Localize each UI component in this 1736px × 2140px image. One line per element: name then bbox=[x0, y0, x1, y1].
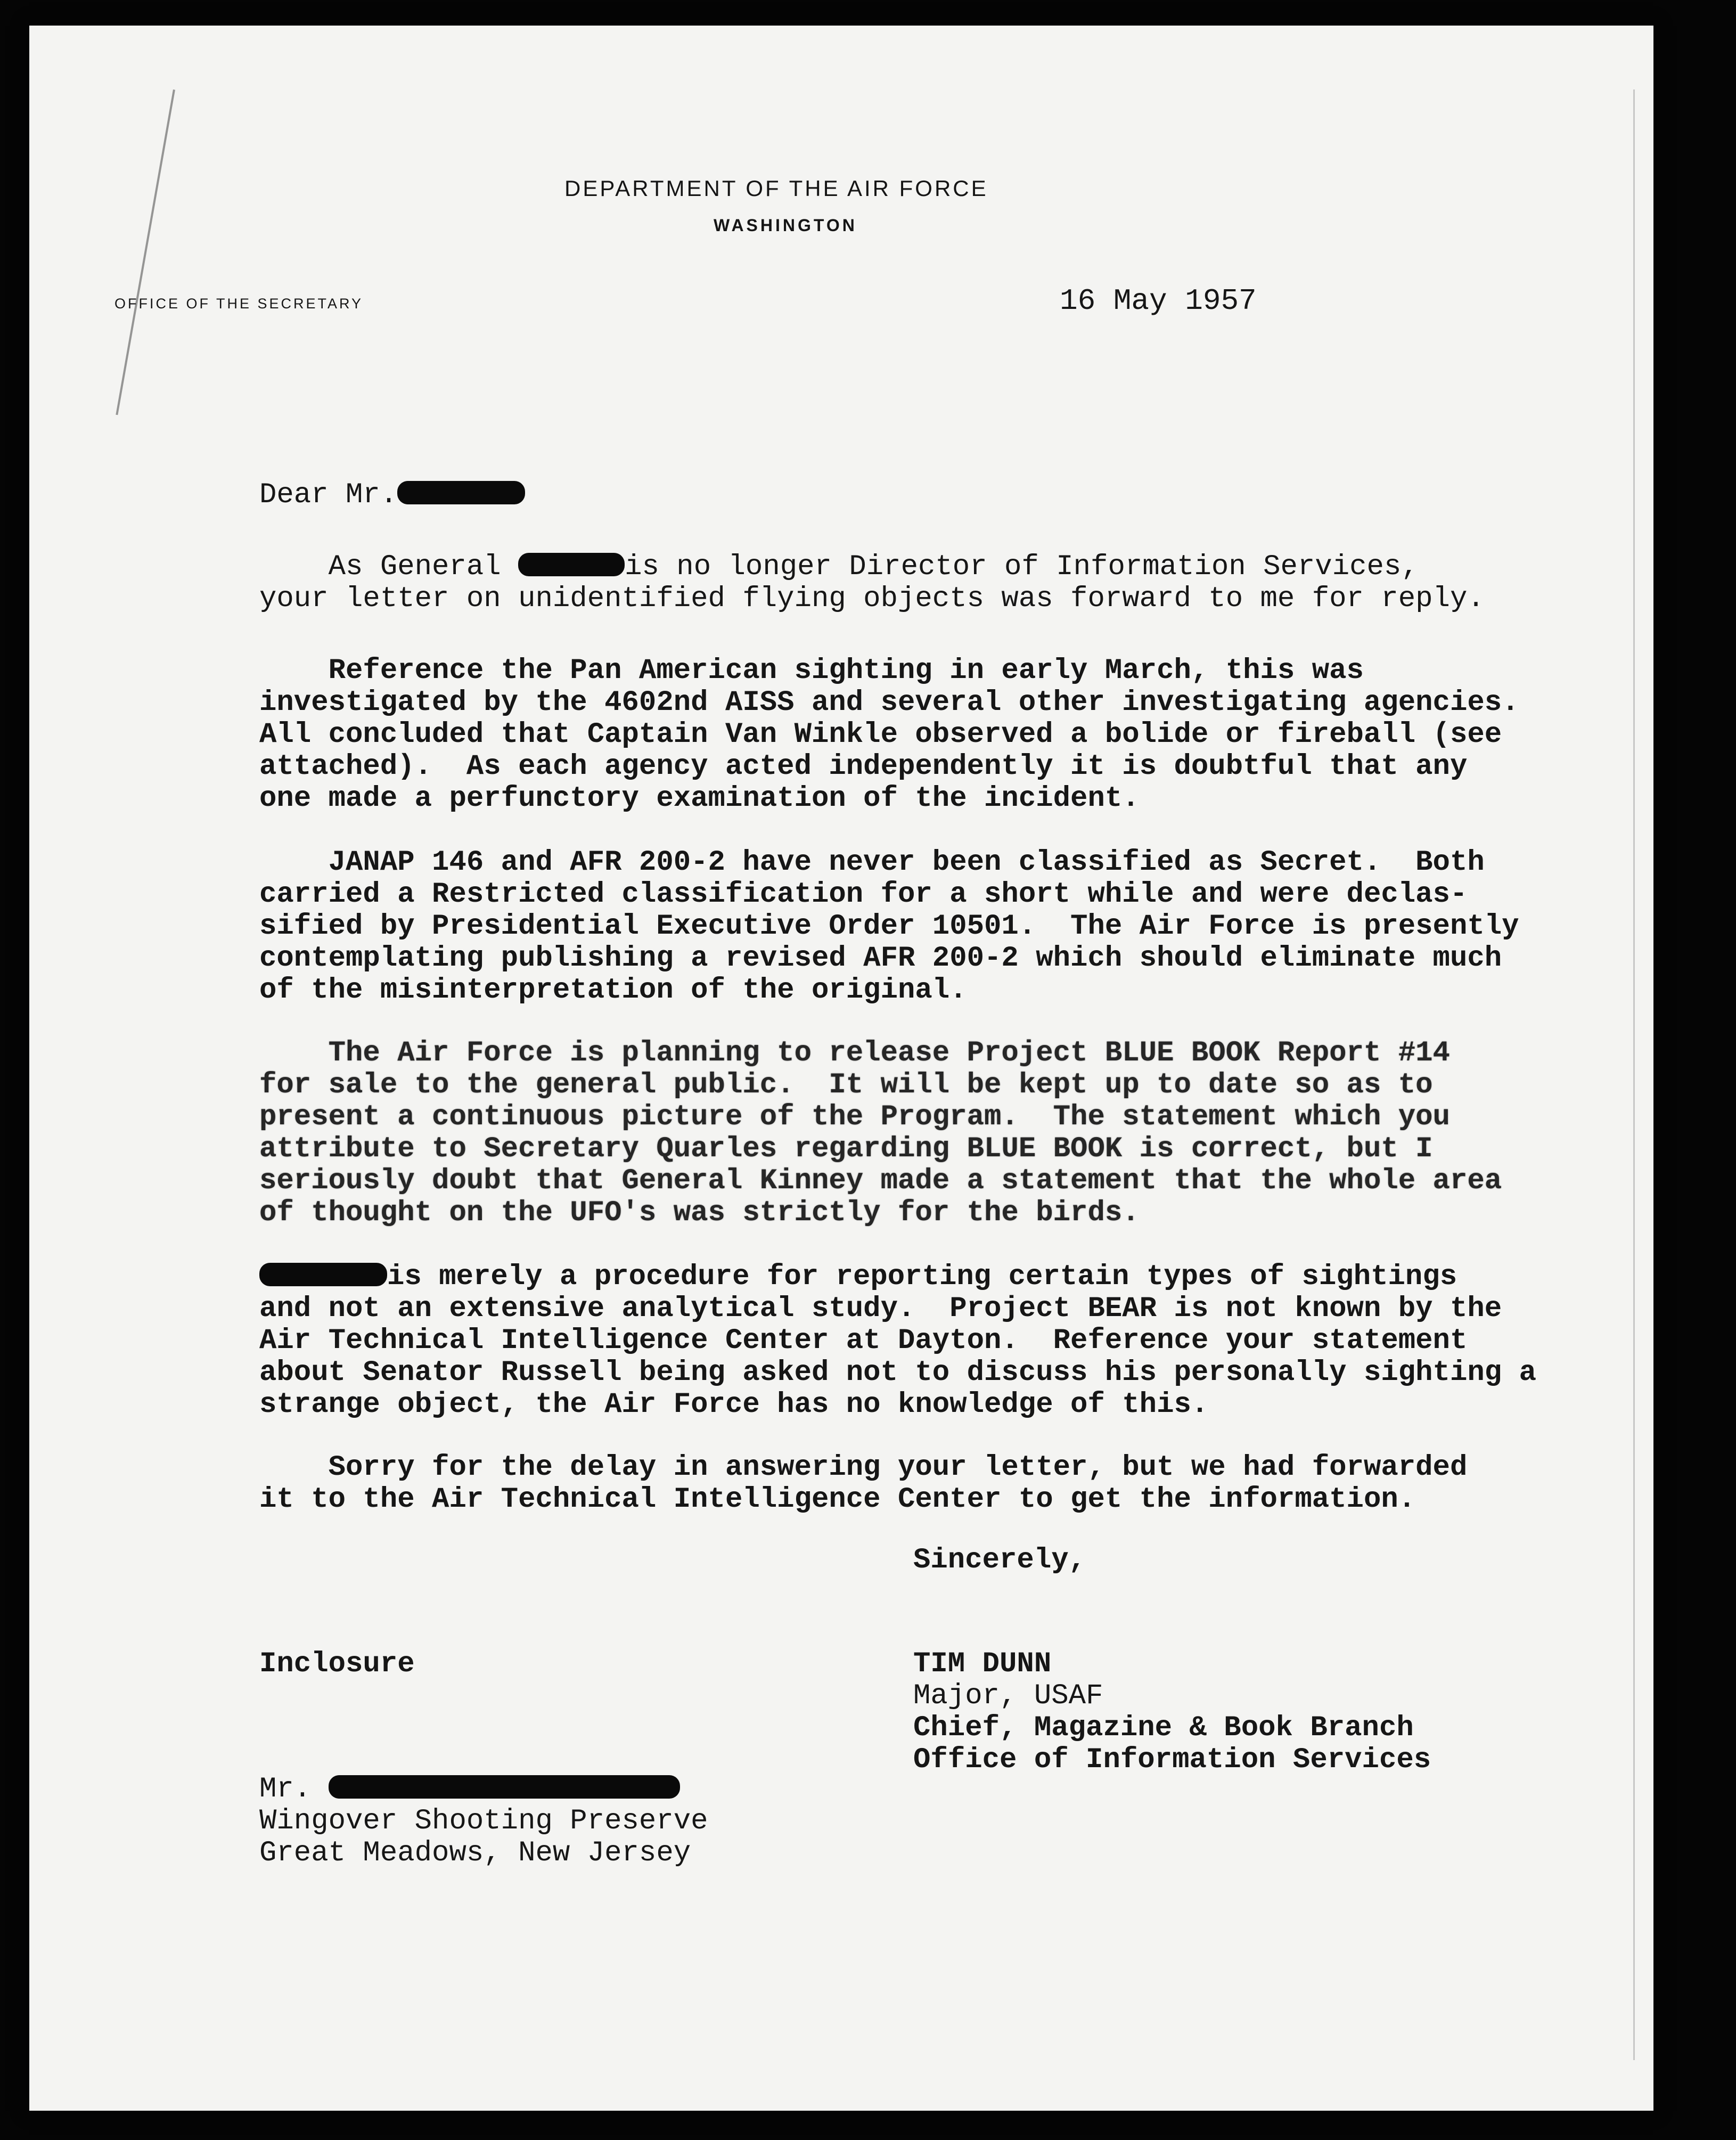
closing: Sincerely, bbox=[913, 1544, 1086, 1577]
salutation-text: Dear Mr. bbox=[259, 479, 398, 511]
paragraph-1-start: As General bbox=[259, 551, 519, 583]
letterhead-city: WASHINGTON bbox=[714, 216, 857, 235]
redaction-mark bbox=[259, 1263, 387, 1286]
letterhead-office: OFFICE OF THE SECRETARY bbox=[114, 296, 364, 312]
paragraph-4: The Air Force is planning to release Project BLUE BOOK Report #14 for sale to the general public. It will be kept up to date so as to present a continuous picture of the Program. The statement which you attribute to Secretary Quarles regarding BLUE BOOK is correct, but I seriously doubt that General Kinney made a statement that the whole area of thought on the UFO's was strictly for the birds. bbox=[259, 1037, 1502, 1229]
paragraph-5-rest: and not an extensive analytical study. Project BEAR is not known by the Air Technical Intelligence Center at Dayton. Reference your statement about Senator Russell being asked not to discuss his personally sighting a strange object, the Air Force has no knowledge of this. bbox=[259, 1293, 1536, 1421]
redaction-mark bbox=[397, 481, 525, 504]
recipient-line-2: Great Meadows, New Jersey bbox=[259, 1837, 691, 1869]
recipient-salutation: Mr. bbox=[259, 1773, 312, 1806]
paragraph-1-line-2: your letter on unidentified flying objects was forward to me for reply. bbox=[259, 583, 1485, 615]
redaction-mark bbox=[329, 1775, 680, 1799]
signer-office: Office of Information Services bbox=[913, 1744, 1431, 1776]
paragraph-3: JANAP 146 and AFR 200-2 have never been classified as Secret. Both carried a Restricted classification for a short while and were declas- sified by Presidential Executive Order 10501. The Air Force is presently contemplating publishing a revised AFR 200-2 which should eliminate much of the misinterpretation of the original. bbox=[259, 846, 1519, 1007]
recipient-line-1: Wingover Shooting Preserve bbox=[259, 1805, 708, 1837]
letterhead-department: DEPARTMENT OF THE AIR FORCE bbox=[564, 176, 988, 201]
paragraph-1 bbox=[259, 551, 1537, 615]
signer-name: TIM DUNN bbox=[913, 1648, 1052, 1680]
paragraph-2: Reference the Pan American sighting in early March, this was investigated by the 4602nd AISS and several other investigating agencies. All concluded that Captain Van Winkle observed a bolide or fireball (see attached). As each agency acted independently it is doubtful that any one made a perfunctory examination of the incident. bbox=[259, 655, 1519, 815]
recipient-address bbox=[259, 1774, 708, 1869]
redaction-mark bbox=[518, 553, 625, 576]
letter-date: 16 May 1957 bbox=[1060, 284, 1257, 318]
salutation bbox=[259, 479, 525, 511]
paragraph-5 bbox=[259, 1261, 1537, 1421]
paragraph-5-line-1: is merely a procedure for reporting certain types of sightings bbox=[387, 1261, 1457, 1293]
signer-title: Chief, Magazine & Book Branch bbox=[913, 1712, 1414, 1744]
paragraph-6: Sorry for the delay in answering your letter, but we had forwarded it to the Air Technical Intelligence Center to get the information. bbox=[259, 1451, 1468, 1516]
paragraph-1-continued: is no longer Director of Information Services, bbox=[625, 551, 1419, 583]
signature-block bbox=[913, 1648, 1431, 1776]
signer-rank: Major, USAF bbox=[913, 1680, 1103, 1712]
enclosure-note: Inclosure bbox=[259, 1648, 415, 1680]
scan-artifact-right bbox=[1633, 89, 1635, 2060]
scan-artifact-left bbox=[116, 89, 175, 415]
